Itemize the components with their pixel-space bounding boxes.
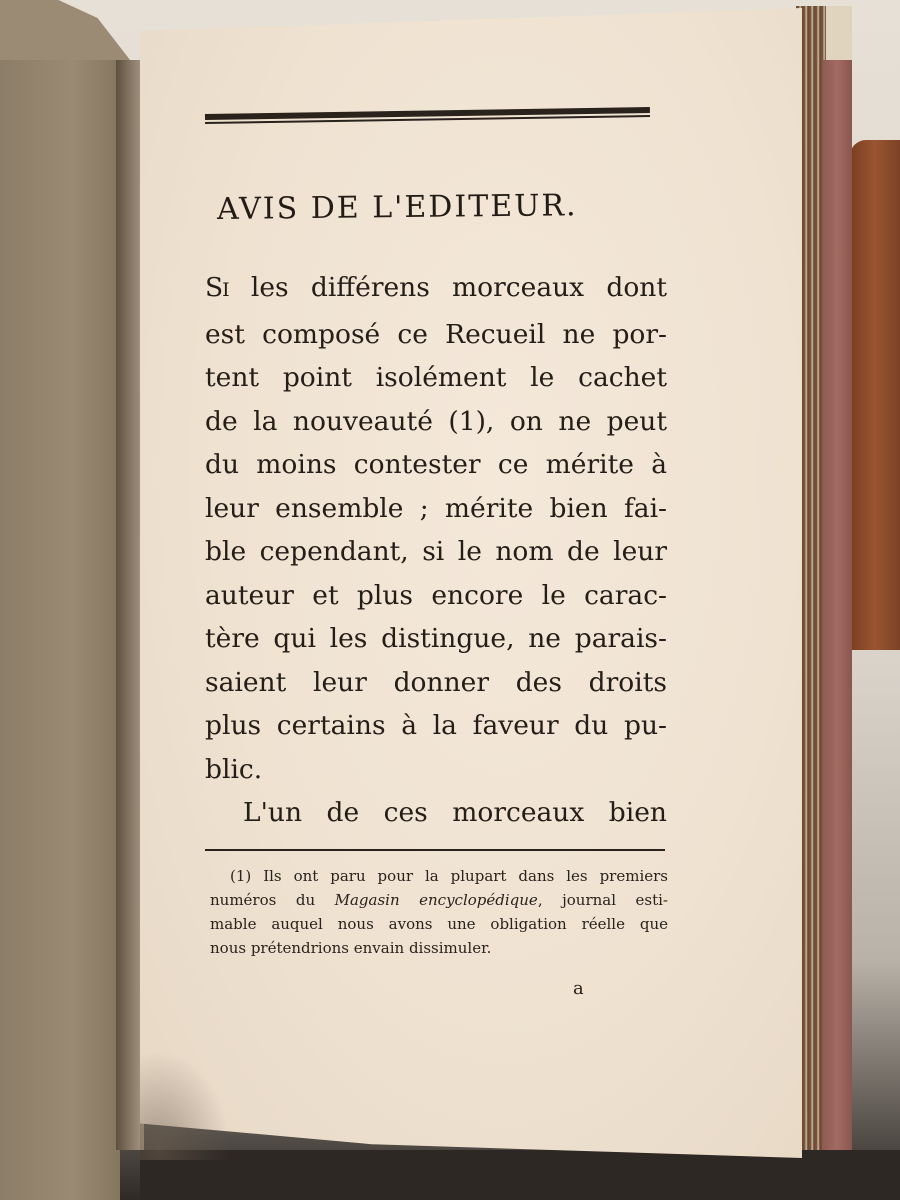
second-book-spine bbox=[850, 140, 900, 650]
footnote-line-3: mable auquel nous avons une obligation réelle que bbox=[210, 915, 668, 933]
body-line-8: auteur et plus encore le carac- bbox=[205, 579, 667, 611]
body-line-text: les différens morceaux dont bbox=[250, 272, 667, 303]
footnote-line-1 bbox=[210, 864, 668, 888]
body-line-12: blic. bbox=[205, 753, 263, 785]
footnote-line-2 bbox=[210, 888, 668, 912]
body-line-13: L'un de ces morceaux bien bbox=[243, 797, 667, 828]
left-page bbox=[0, 60, 120, 1200]
body-line-6: leur ensemble ; mérite bien fai- bbox=[205, 492, 667, 524]
body-line-5: du moins contester ce mérite à bbox=[205, 449, 667, 480]
footnote-line-1-text: Ils ont paru pour la plupart dans les premiers bbox=[263, 867, 668, 885]
footnote bbox=[210, 864, 668, 960]
body-line-1 bbox=[205, 266, 667, 313]
drop-cap-big: S bbox=[205, 272, 223, 303]
book-cover-edge bbox=[822, 60, 852, 1150]
floor-shadow bbox=[140, 1150, 900, 1200]
drop-cap-small: I bbox=[222, 279, 229, 301]
body-line-10: saient leur donner des droits bbox=[205, 666, 667, 698]
signature-mark: a bbox=[573, 978, 584, 999]
footnote-line-4: nous prétendrions envain dissimuler. bbox=[210, 939, 492, 957]
book-gutter bbox=[116, 60, 144, 1150]
footnote-line-2-after: , journal esti- bbox=[537, 891, 668, 909]
drop-cap bbox=[205, 272, 229, 303]
body-line-2: est composé ce Recueil ne por- bbox=[205, 318, 667, 350]
body-line-3: tent point isolément le cachet bbox=[205, 362, 667, 393]
body-text bbox=[205, 266, 667, 835]
body-line-9: tère qui les distingue, ne parais- bbox=[205, 623, 667, 654]
footnote-rule bbox=[205, 849, 665, 851]
body-line-7: ble cependant, si le nom de leur bbox=[205, 536, 667, 567]
book-edge-cap bbox=[822, 6, 852, 66]
page-title: AVIS DE L'EDITEUR. bbox=[216, 188, 578, 227]
footnote-journal-title: Magasin encyclopédique bbox=[334, 891, 538, 909]
body-line-11: plus certains à la faveur du pu- bbox=[205, 710, 667, 741]
footnote-line-2-before: numéros du bbox=[210, 891, 335, 909]
body-line-4: de la nouveauté (1), on ne peut bbox=[205, 405, 667, 437]
page-shadow bbox=[140, 1050, 230, 1160]
footnote-marker: (1) bbox=[230, 867, 252, 885]
